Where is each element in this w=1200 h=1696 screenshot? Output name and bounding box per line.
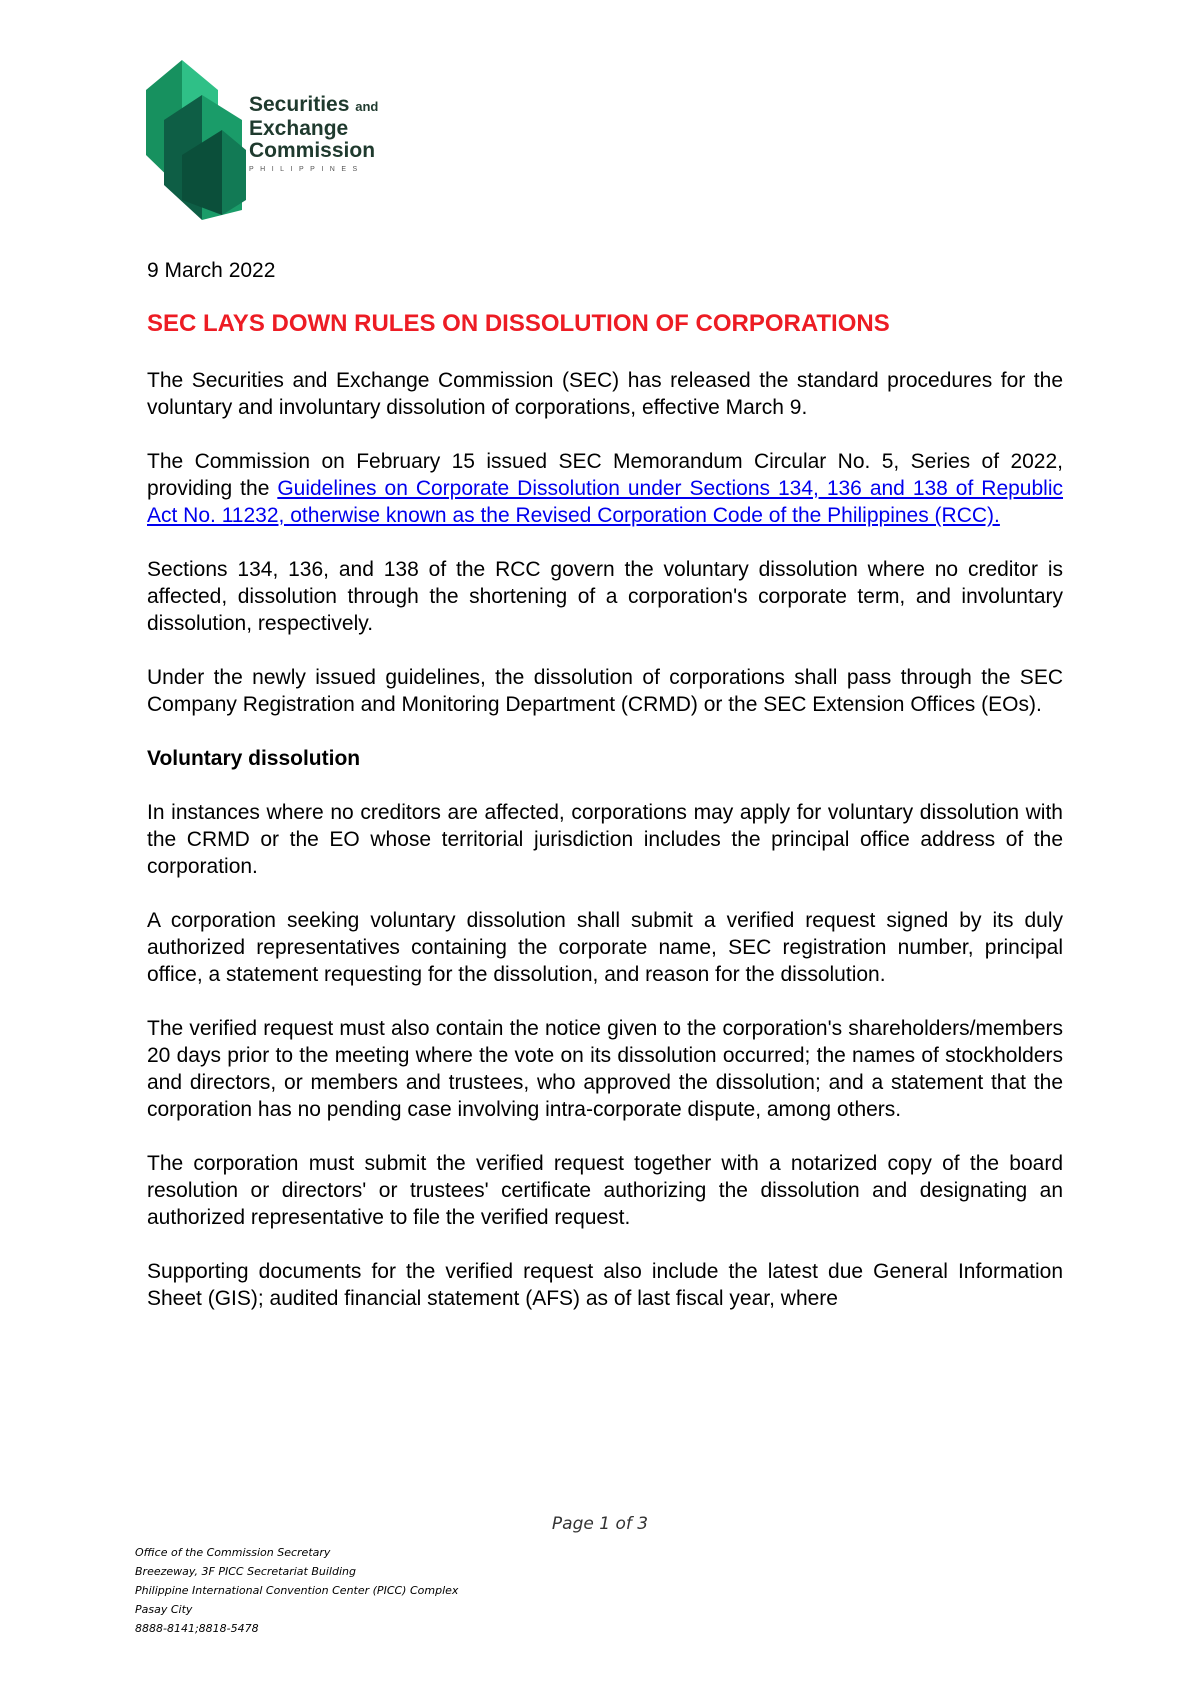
logo-line-4: PHILIPPINES (249, 166, 364, 173)
paragraph-3: Sections 134, 136, and 138 of the RCC govern the voluntary dissolution where no creditor is affected, dissolution through the shortening of a corporation's corporate term, and involuntary dissolution, respectively. (147, 558, 1063, 635)
sec-logo (142, 60, 402, 220)
paragraph-2-text: The Commission on February 15 issued SEC Memorandum Circular No. 5, Series of 2022, providing the (147, 450, 1063, 500)
paragraph-7: The verified request must also contain the notice given to the corporation's shareholders/members 20 days prior to the meeting where the vote on its dissolution occurred; the names of stockholders and directors, or members and trustees, who approved the dissolution; and a statement that the corporation has no pending case involving intra-corporate dispute, among others. (147, 1017, 1063, 1121)
paragraph-9: Supporting documents for the verified request also include the latest due General Information Sheet (GIS); audited financial statement (AFS) as of last fiscal year, where (147, 1260, 1063, 1310)
footer-line-2: Breezeway, 3F PICC Secretariat Building (135, 1565, 356, 1578)
paragraph-2 (147, 448, 1063, 529)
footer-address (135, 1543, 458, 1638)
paragraph-5: In instances where no creditors are affected, corporations may apply for voluntary dissolution with the CRMD or the EO whose territorial jurisdiction includes the principal office address of the corporation. (147, 801, 1063, 878)
release-title: SEC LAYS DOWN RULES ON DISSOLUTION OF CORPORATIONS (147, 310, 890, 337)
page-number: Page 1 of 3 (551, 1514, 649, 1534)
paragraph-4: Under the newly issued guidelines, the dissolution of corporations shall pass through the SEC Company Registration and Monitoring Department (CRMD) or the SEC Extension Offices (EOs). (147, 666, 1063, 716)
paragraph-1: The Securities and Exchange Commission (SEC) has released the standard procedures for the voluntary and involuntary dissolution of corporations, effective March 9. (147, 369, 1063, 419)
sec-logo-mark-icon (142, 60, 252, 225)
paragraph-6: A corporation seeking voluntary dissolution shall submit a verified request signed by its duly authorized representatives containing the corporate name, SEC registration number, principal office, a statement requesting for the dissolution, and reason for the dissolution. (147, 909, 1063, 986)
footer-line-3: Philippine International Convention Center (PICC) Complex (135, 1584, 459, 1597)
logo-line-1-small: and (355, 99, 379, 114)
press-release-body (147, 258, 1063, 1339)
logo-line-2: Exchange (249, 117, 349, 140)
paragraph-8: The corporation must submit the verified request together with a notarized copy of the board resolution or directors' or trustees' certificate authorizing the dissolution and designating an authorized representative to file the verified request. (147, 1152, 1063, 1229)
section-heading-voluntary: Voluntary dissolution (147, 747, 361, 770)
guidelines-link[interactable]: Guidelines on Corporate Dissolution under Sections 134, 136 and 138 of Republic Act No. 11232, otherwise known as the Revised Corporation Code of the Philippines (RCC). (147, 477, 1063, 527)
footer-line-1: Office of the Commission Secretary (135, 1546, 331, 1559)
logo-line-1: Securities (249, 93, 350, 116)
footer-line-4: Pasay City (135, 1603, 193, 1616)
footer-line-5: 8888-8141;8818-5478 (135, 1622, 259, 1635)
release-date: 9 March 2022 (147, 259, 276, 282)
sec-logo-text (249, 94, 378, 173)
logo-line-3: Commission (249, 139, 376, 162)
